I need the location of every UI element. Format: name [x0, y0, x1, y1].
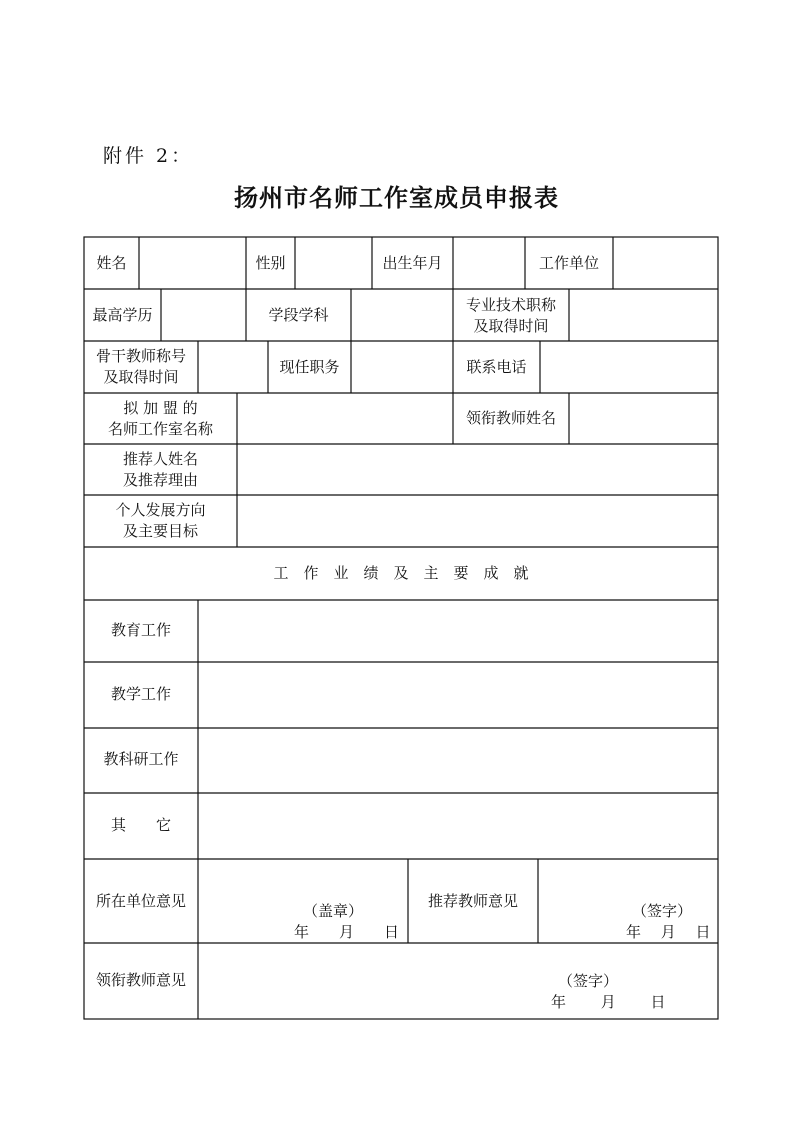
birth-label: 出生年月 — [382, 254, 443, 272]
gender-label: 性别 — [255, 254, 286, 272]
unit-date: 年 月 日 — [294, 923, 400, 941]
name-label: 姓名 — [96, 254, 127, 272]
direction-label-line2: 及主要目标 — [122, 522, 198, 540]
teaching-work-label: 教学工作 — [110, 685, 171, 703]
unit-opinion-label: 所在单位意见 — [95, 892, 186, 910]
recommender-label-line2: 及推荐理由 — [122, 471, 198, 489]
attachment-label: 附件 2： — [103, 145, 194, 167]
direction-label-line1: 个人发展方向 — [115, 501, 206, 519]
prof-title-label-line2: 及取得时间 — [473, 317, 549, 335]
education-label: 最高学历 — [92, 306, 153, 324]
seal-label: （盖章） — [303, 902, 364, 920]
backbone-label-line2: 及取得时间 — [103, 368, 179, 386]
recommend-sign-label: （签字） — [632, 902, 693, 920]
lead-opinion-label: 领衔教师意见 — [95, 971, 186, 989]
lead-teacher-name-label: 领衔教师姓名 — [465, 409, 556, 427]
other-label: 其 它 — [110, 816, 171, 834]
lead-sign-label: （签字） — [558, 972, 619, 990]
achievements-header: 工 作 业 绩 及 主 要 成 就 — [273, 564, 529, 582]
backbone-label-line1: 骨干教师称号 — [95, 347, 186, 365]
prof-title-label-line1: 专业技术职称 — [465, 296, 556, 314]
recommend-date: 年 月 日 — [626, 923, 711, 941]
research-work-label: 教科研工作 — [103, 750, 179, 768]
studio-label-line2: 名师工作室名称 — [107, 420, 213, 438]
subject-label: 学段学科 — [268, 306, 329, 324]
lead-date: 年 月 日 — [551, 993, 666, 1011]
form-title: 扬州市名师工作室成员申报表 — [234, 183, 559, 212]
recommender-label-line1: 推荐人姓名 — [122, 450, 198, 468]
position-label: 现任职务 — [279, 358, 340, 376]
studio-label-line1: 拟 加 盟 的 — [123, 399, 198, 417]
phone-label: 联系电话 — [466, 358, 527, 376]
work-unit-label: 工作单位 — [538, 254, 599, 272]
education-work-label: 教育工作 — [110, 621, 171, 639]
recommend-opinion-label: 推荐教师意见 — [427, 892, 518, 910]
